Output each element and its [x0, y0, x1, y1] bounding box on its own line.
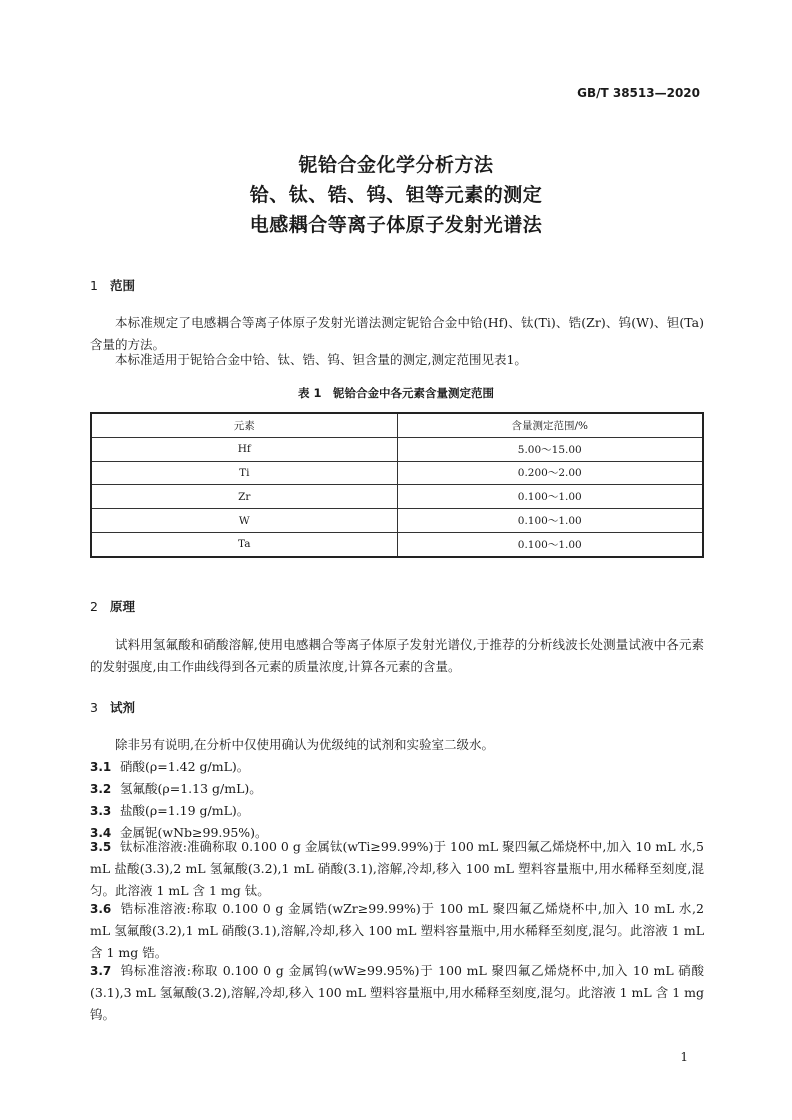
reagent-number: 3.3	[90, 804, 112, 818]
reagent-number: 3.2	[90, 782, 112, 796]
reagent-text: 氢氟酸(ρ=1.13 g/mL)。	[120, 781, 262, 796]
table-cell-range: 0.100～1.00	[397, 485, 703, 509]
table-cell-element: W	[91, 509, 397, 533]
reagent-number: 3.4	[90, 826, 112, 840]
reagent-item	[90, 898, 704, 964]
table-cell-element: Ta	[91, 532, 397, 556]
reagent-item	[90, 800, 704, 822]
reagent-text: 盐酸(ρ=1.19 g/mL)。	[120, 803, 250, 818]
reagent-text: 硝酸(ρ=1.42 g/mL)。	[120, 759, 250, 774]
reagent-number: 3.5	[90, 840, 112, 854]
section-title: 原理	[110, 599, 136, 614]
reagents-intro: 除非另有说明,在分析中仅使用确认为优级纯的试剂和实验室二级水。	[115, 737, 494, 752]
section-heading-reagents	[90, 698, 135, 716]
table-cell-element: Zr	[91, 485, 397, 509]
table-cell-range: 5.00～15.00	[397, 437, 703, 461]
page-number: 1	[680, 1050, 688, 1064]
table-caption: 表 1 铌铪合金中各元素含量测定范围	[297, 386, 494, 400]
table-row	[91, 485, 703, 509]
section-heading-principle	[90, 597, 135, 615]
table-row	[91, 461, 703, 485]
table-cell-element: Ti	[91, 461, 397, 485]
section-title: 范围	[110, 278, 136, 293]
section-title: 试剂	[110, 700, 136, 715]
scope-paragraph-1: 本标准规定了电感耦合等离子体原子发射光谱法测定铌铪合金中铪(Hf)、钛(Ti)、锆(Zr)、钨(W)、钽(Ta)含量的方法。	[90, 315, 704, 352]
reagent-number: 3.7	[90, 964, 112, 978]
principle-paragraph: 试料用氢氟酸和硝酸溶解,使用电感耦合等离子体原子发射光谱仪,于推荐的分析线波长处测量试液中各元素的发射强度,由工作曲线得到各元素的质量浓度,计算各元素的含量。	[90, 637, 704, 674]
table-cell-range: 0.100～1.00	[397, 509, 703, 533]
scope-paragraph-2: 本标准适用于铌铪合金中铪、钛、锆、钨、钽含量的测定,测定范围见表1。	[115, 352, 527, 367]
reagent-item	[90, 756, 704, 778]
section-heading-scope	[90, 276, 135, 294]
section-number: 1	[90, 278, 98, 293]
reagent-text: 钨标准溶液:称取 0.100 0 g 金属钨(wW≥99.95%)于 100 mL 聚四氟乙烯烧杯中,加入 10 mL 硝酸(3.1),3 mL 氢氟酸(3.2),溶解,冷却,移入 100 mL 塑料容量瓶中,用水稀释至刻度,混匀。此溶液 1 mL 含 1 mg 钨。	[90, 963, 704, 1022]
document-title-line-3: 电感耦合等离子体原子发射光谱法	[249, 214, 543, 236]
table-cell-range: 0.200～2.00	[397, 461, 703, 485]
table-row	[91, 509, 703, 533]
reagent-number: 3.6	[90, 902, 112, 916]
table-header-range: 含量测定范围/%	[397, 413, 703, 437]
reagent-item	[90, 778, 704, 800]
reagent-item	[90, 836, 704, 902]
table-row	[91, 532, 703, 556]
reagent-text: 金属铌(wNb≥99.95%)。	[120, 825, 268, 840]
reagent-text: 钛标准溶液:准确称取 0.100 0 g 金属钛(wTi≥99.99%)于 100 mL 聚四氟乙烯烧杯中,加入 10 mL 水,5 mL 盐酸(3.3),2 mL 氢氟酸(3.2),1 mL 硝酸(3.1),溶解,冷却,移入 100 mL 塑料容量瓶中,用水稀释至刻度,混匀。此溶液 1 mL 含 1 mg 钛。	[90, 839, 704, 898]
element-range-table	[90, 412, 704, 558]
table-header-row	[91, 413, 703, 437]
reagent-item	[90, 960, 704, 1026]
table-cell-element: Hf	[91, 437, 397, 461]
section-number: 3	[90, 700, 98, 715]
document-title-line-2: 铪、钛、锆、钨、钽等元素的测定	[249, 184, 543, 206]
reagent-number: 3.1	[90, 760, 112, 774]
table-header-element: 元素	[91, 413, 397, 437]
document-title-line-1: 铌铪合金化学分析方法	[298, 154, 494, 176]
table-row	[91, 437, 703, 461]
reagent-text: 锆标准溶液:称取 0.100 0 g 金属锆(wZr≥99.99%)于 100 mL 聚四氟乙烯烧杯中,加入 10 mL 水,2 mL 氢氟酸(3.2),1 mL 硝酸(3.1),溶解,冷却,移入 100 mL 塑料容量瓶中,用水稀释至刻度,混匀。此溶液 1 mL 含 1 mg 锆。	[90, 901, 704, 960]
standard-code: GB/T 38513—2020	[577, 86, 700, 100]
section-number: 2	[90, 599, 98, 614]
table-cell-range: 0.100～1.00	[397, 532, 703, 556]
